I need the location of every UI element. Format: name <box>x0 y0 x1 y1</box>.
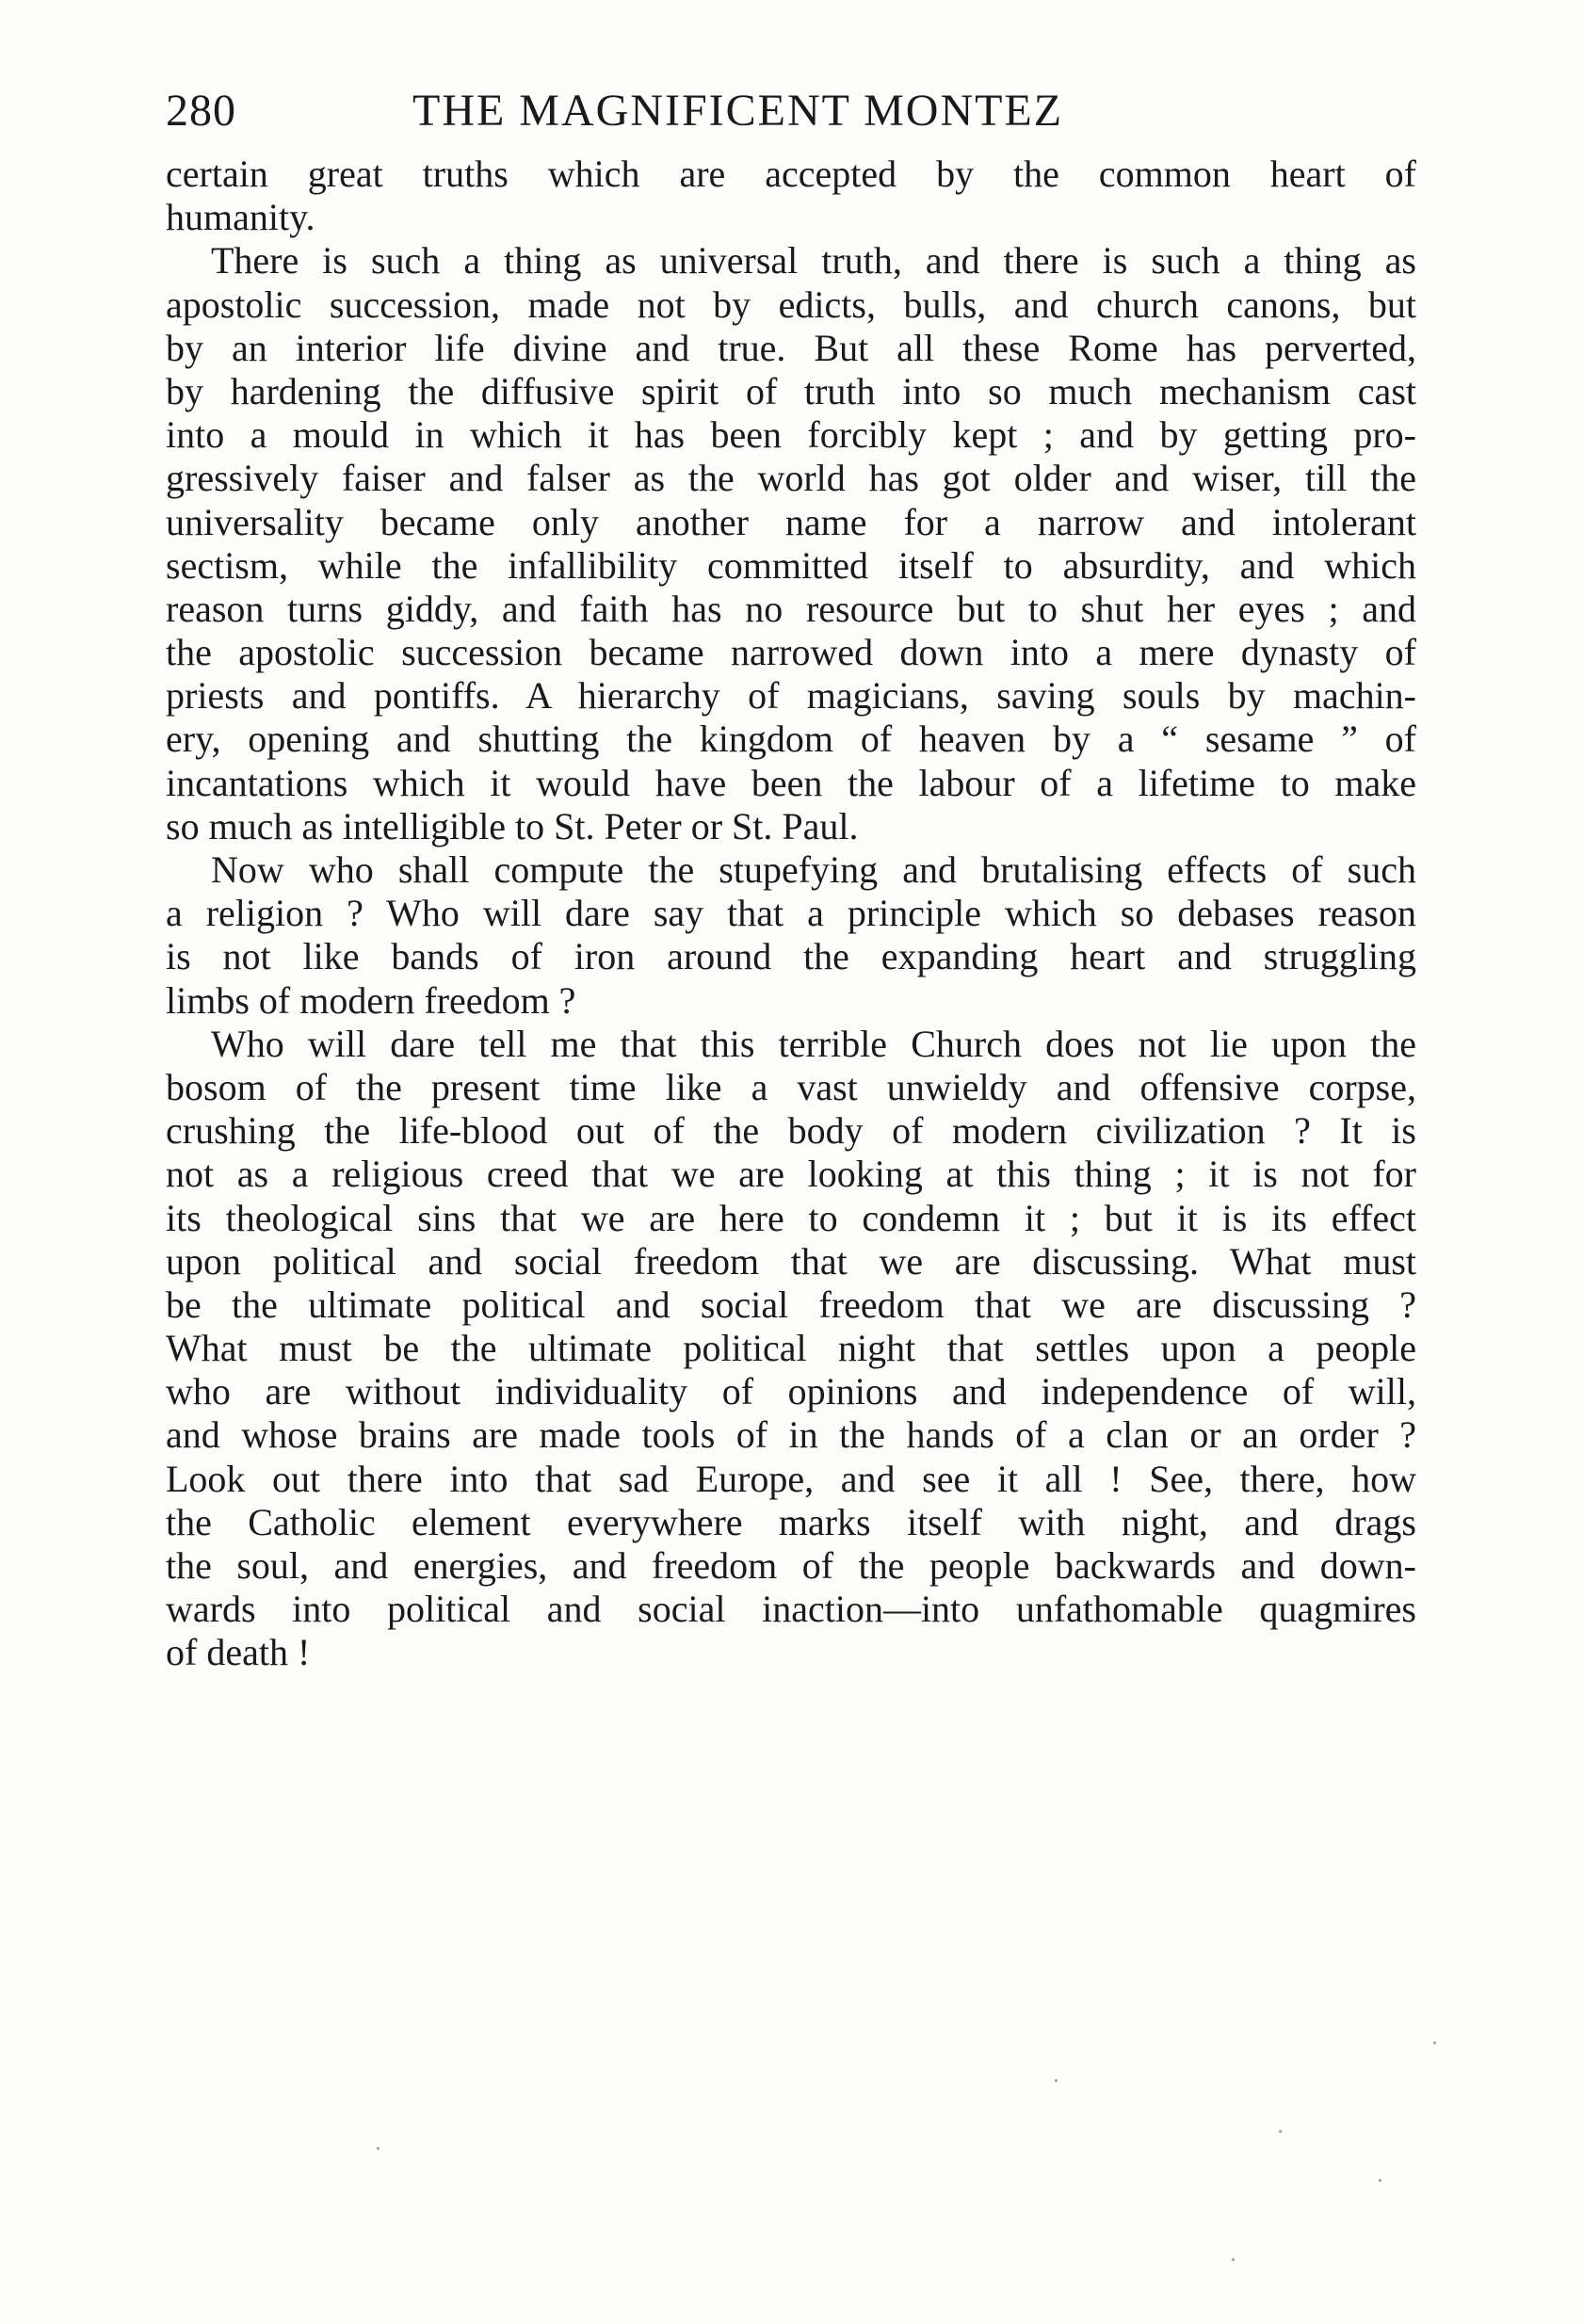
text-line: Now who shall compute the stupefying and brutalising effects of such <box>211 848 1416 891</box>
text-line: incantations which it would have been the labour of a lifetime to make <box>166 761 1416 804</box>
text-line: Who will dare tell me that this terrible Church does not lie upon the <box>211 1022 1416 1065</box>
paper-speck <box>1232 2258 1235 2261</box>
text-line: who are without individuality of opinions and independence of will, <box>166 1370 1416 1413</box>
text-line: its theological sins that we are here to condemn it ; but it is its effect <box>166 1196 1416 1239</box>
text-line: Look out there into that sad Europe, and see it all ! See, there, how <box>166 1457 1416 1500</box>
text-line: by an interior life divine and true. But all these Rome has perverted, <box>166 326 1416 369</box>
text-line: not as a religious creed that we are looking at this thing ; it is not for <box>166 1153 1416 1196</box>
text-line: gressively faiser and falser as the world has got older and wiser, till the <box>166 457 1416 500</box>
paragraph-3 <box>166 848 1416 1023</box>
text-line: reason turns giddy, and faith has no resource but to shut her eyes ; and <box>166 587 1416 630</box>
text-line: into a mould in which it has been forcibly kept ; and by getting pro- <box>166 413 1416 457</box>
body-text <box>166 153 1416 1675</box>
paragraph-4 <box>166 1023 1416 1675</box>
text-line: wards into political and social inaction—into unfathomable quagmires <box>166 1588 1416 1631</box>
text-line: the Catholic element everywhere marks itself with night, and drags <box>166 1500 1416 1543</box>
text-line: crushing the life-blood out of the body of modern civilization ? It is <box>166 1109 1416 1153</box>
paper-speck <box>1433 2042 1436 2044</box>
text-line: be the ultimate political and social freedom that we are discussing ? <box>166 1283 1416 1326</box>
text-line: and whose brains are made tools of in the hands of a clan or an order ? <box>166 1413 1416 1457</box>
running-head <box>166 77 1416 145</box>
text-line: the apostolic succession became narrowed down into a mere dynasty of <box>166 631 1416 674</box>
text-line: a religion ? Who will dare say that a principle which so debases reason <box>166 892 1416 935</box>
text-line: so much as intelligible to St. Peter or St. Paul. <box>166 804 859 847</box>
text-line: ery, opening and shutting the kingdom of heaven by a “ sesame ” of <box>166 718 1416 761</box>
paragraph-1 <box>166 153 1416 239</box>
text-line: What must be the ultimate political night that settles upon a people <box>166 1327 1416 1370</box>
running-title: THE MAGNIFICENT MONTEZ <box>412 86 1064 136</box>
paragraph-2 <box>166 239 1416 848</box>
text-line: apostolic succession, made not by edicts, bulls, and church canons, but <box>166 282 1416 326</box>
text-line: certain great truths which are accepted by the common heart of <box>166 153 1416 195</box>
text-line: limbs of modern freedom ? <box>166 978 576 1022</box>
text-line: humanity. <box>166 196 315 239</box>
text-line: is not like bands of iron around the expanding heart and struggling <box>166 935 1416 978</box>
page-number: 280 <box>166 86 236 136</box>
paper-speck <box>377 2147 380 2150</box>
paper-speck <box>1055 2079 1058 2082</box>
text-line: sectism, while the infallibility committed itself to absurdity, and which <box>166 543 1416 587</box>
text-line: the soul, and energies, and freedom of the people backwards and down- <box>166 1544 1416 1587</box>
text-line: upon political and social freedom that we are discussing. What must <box>166 1239 1416 1283</box>
text-line: There is such a thing as universal truth, and there is such a thing as <box>211 239 1416 282</box>
paper-speck <box>1379 2179 1381 2182</box>
text-line: bosom of the present time like a vast unwieldy and offensive corpse, <box>166 1065 1416 1108</box>
text-line: universality became only another name for a narrow and intolerant <box>166 500 1416 543</box>
text-line: of death ! <box>166 1631 311 1674</box>
text-line: by hardening the diffusive spirit of truth into so much mechanism cast <box>166 369 1416 412</box>
text-line: priests and pontiffs. A hierarchy of magicians, saving souls by machin- <box>166 674 1416 718</box>
paper-speck <box>1279 2130 1282 2133</box>
